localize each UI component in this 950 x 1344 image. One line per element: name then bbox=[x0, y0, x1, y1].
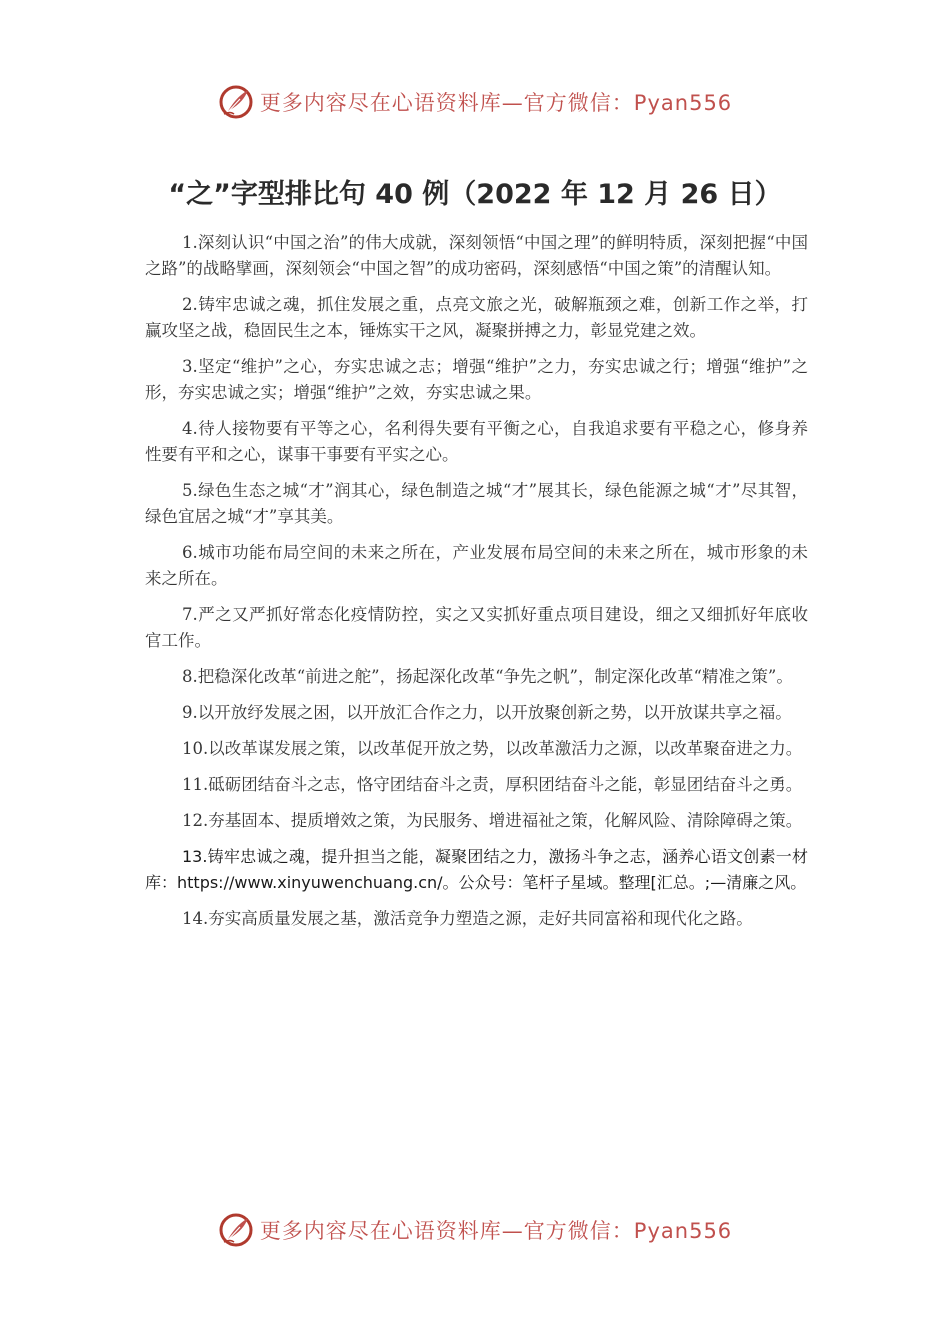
quill-pen-icon bbox=[218, 1212, 254, 1248]
article-body bbox=[145, 230, 808, 942]
paragraph-11: 11.砥砺团结奋斗之志，恪守团结奋斗之责，厚积团结奋斗之能，彰显团结奋斗之勇。 bbox=[182, 775, 803, 794]
page-title: “之”字型排比句 40 例（2022 年 12 月 26 日） bbox=[168, 179, 782, 210]
paragraph-2: 2.铸牢忠诚之魂，抓住发展之重，点亮文旅之光，破解瓶颈之难，创新工作之举，打赢攻坚之战，稳固民生之本，锤炼实干之风，凝聚拼搏之力，彰显党建之效。 bbox=[145, 295, 808, 340]
banner-text: 更多内容尽在心语资料库—官方微信：Pyan556 bbox=[259, 1219, 733, 1243]
paragraph-10: 10.以改革谋发展之策，以改革促开放之势，以改革激活力之源，以改革聚奋进之力。 bbox=[182, 739, 803, 758]
footer-banner bbox=[0, 1208, 950, 1252]
quill-pen-icon bbox=[218, 84, 254, 120]
paragraph-4: 4.待人接物要有平等之心，名利得失要有平衡之心，自我追求要有平稳之心，修身养性要有平和之心，谋事干事要有平实之心。 bbox=[145, 419, 808, 464]
paragraph-14: 14.夯实高质量发展之基，激活竞争力塑造之源，走好共同富裕和现代化之路。 bbox=[182, 909, 753, 928]
paragraph-13: 13.铸牢忠诚之魂，提升担当之能，凝聚团结之力，激扬斗争之志，涵养心语文创素一材库：https://www.xinyuwenchuang.cn/。公众号：笔杆子星域。整理[汇总。;—清廉之风。 bbox=[145, 847, 808, 892]
header-banner bbox=[0, 80, 950, 124]
paragraph-1: 1.深刻认识“中国之治”的伟大成就，深刻领悟“中国之理”的鲜明特质，深刻把握“中国之路”的战略擘画，深刻领会“中国之智”的成功密码，深刻感悟“中国之策”的清醒认知。 bbox=[145, 233, 808, 278]
banner-text: 更多内容尽在心语资料库—官方微信：Pyan556 bbox=[259, 91, 733, 115]
paragraph-8: 8.把稳深化改革“前进之舵”，扬起深化改革“争先之帆”，制定深化改革“精准之策”。 bbox=[182, 667, 793, 686]
paragraph-7: 7.严之又严抓好常态化疫情防控，实之又实抓好重点项目建设，细之又细抓好年底收官工作。 bbox=[145, 605, 808, 650]
paragraph-5: 5.绿色生态之城“才”润其心，绿色制造之城“才”展其长，绿色能源之城“才”尽其智，绿色宜居之城“才”享其美。 bbox=[145, 481, 808, 526]
paragraph-6: 6.城市功能布局空间的未来之所在，产业发展布局空间的未来之所在，城市形象的未来之所在。 bbox=[145, 543, 808, 588]
paragraph-9: 9.以开放纾发展之困，以开放汇合作之力，以开放聚创新之势，以开放谋共享之福。 bbox=[182, 703, 792, 722]
paragraph-3: 3.坚定“维护”之心，夯实忠诚之志；增强“维护”之力，夯实忠诚之行；增强“维护”之形，夯实忠诚之实；增强“维护”之效，夯实忠诚之果。 bbox=[145, 357, 808, 402]
paragraph-12: 12.夯基固本、提质增效之策，为民服务、增进福祉之策，化解风险、清除障碍之策。 bbox=[182, 811, 803, 830]
